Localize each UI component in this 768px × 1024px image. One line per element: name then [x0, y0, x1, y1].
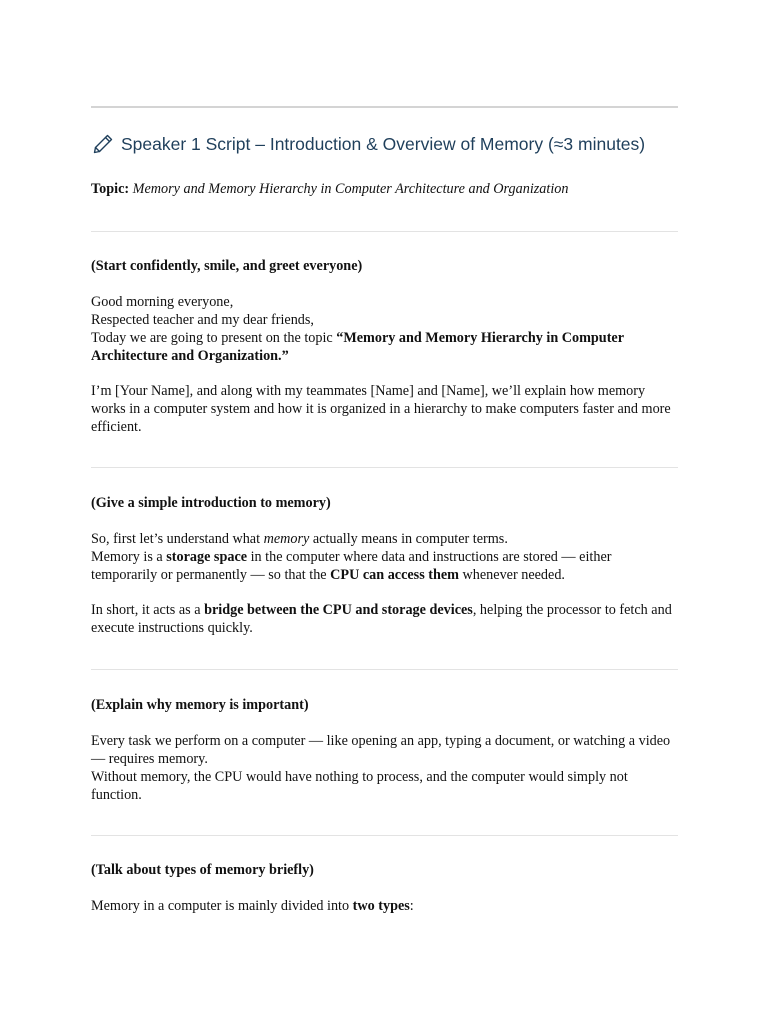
section-heading-text: (Give a simple introduction to memory) — [91, 495, 331, 511]
script-title — [91, 130, 691, 158]
divider — [91, 231, 678, 232]
section-heading-text: (Start confidently, smile, and greet everyone) — [91, 258, 363, 274]
section-heading — [91, 861, 681, 879]
greeting-line: Respected teacher and my dear friends, — [91, 312, 314, 328]
greeting-paragraph — [91, 293, 681, 365]
section-heading-text: (Talk about types of memory briefly) — [91, 862, 314, 878]
section-heading — [91, 696, 681, 714]
intro-paragraph: I’m [Your Name], and along with my teammates [Name] and [Name], we’ll explain how memory works in a computer system and how it is organized in a hierarchy to make computers faster and more efficient. — [91, 383, 671, 435]
topic-line — [91, 180, 681, 198]
types-paragraph: Memory in a computer is mainly divided into two types: — [91, 898, 414, 914]
importance-line: Without memory, the CPU would have nothing to process, and the computer would simply not function. — [91, 769, 628, 803]
divider — [91, 835, 678, 836]
importance-line: Every task we perform on a computer — like opening an app, typing a document, or watching a video — requires memory. — [91, 733, 671, 767]
topic-text: Memory and Memory Hierarchy in Computer Architecture and Organization — [132, 181, 569, 197]
importance-paragraph — [91, 732, 681, 804]
topic-intro-text: Today we are going to present on the topic — [91, 330, 337, 346]
bridge-paragraph: In short, it acts as a bridge between the CPU and storage devices, helping the processor to fetch and execute instructions quickly. — [91, 602, 672, 636]
section-heading — [91, 257, 681, 275]
topic-intro-bold: “Memory and Memory Hierarchy in Computer Architecture and Organization.” — [91, 330, 624, 364]
greeting-line: Good morning everyone, — [91, 294, 234, 310]
divider — [91, 467, 678, 468]
divider — [91, 669, 678, 670]
top-divider — [91, 106, 678, 108]
memory-definition-text: Memory is a storage space in the computer where data and instructions are stored — either temporarily or permanently — so that the CPU can access them whenever needed. — [91, 549, 612, 583]
memory-question-line: So, first let’s understand what memory actually means in computer terms. — [91, 531, 508, 547]
section-heading-text: (Explain why memory is important) — [91, 697, 309, 713]
section-heading — [91, 494, 681, 512]
title-text: Speaker 1 Script – Introduction & Overview of Memory (≈3 minutes) — [121, 134, 646, 154]
pencil-icon — [91, 132, 115, 156]
memory-definition-paragraph — [91, 530, 681, 584]
topic-label: Topic: — [91, 181, 130, 197]
